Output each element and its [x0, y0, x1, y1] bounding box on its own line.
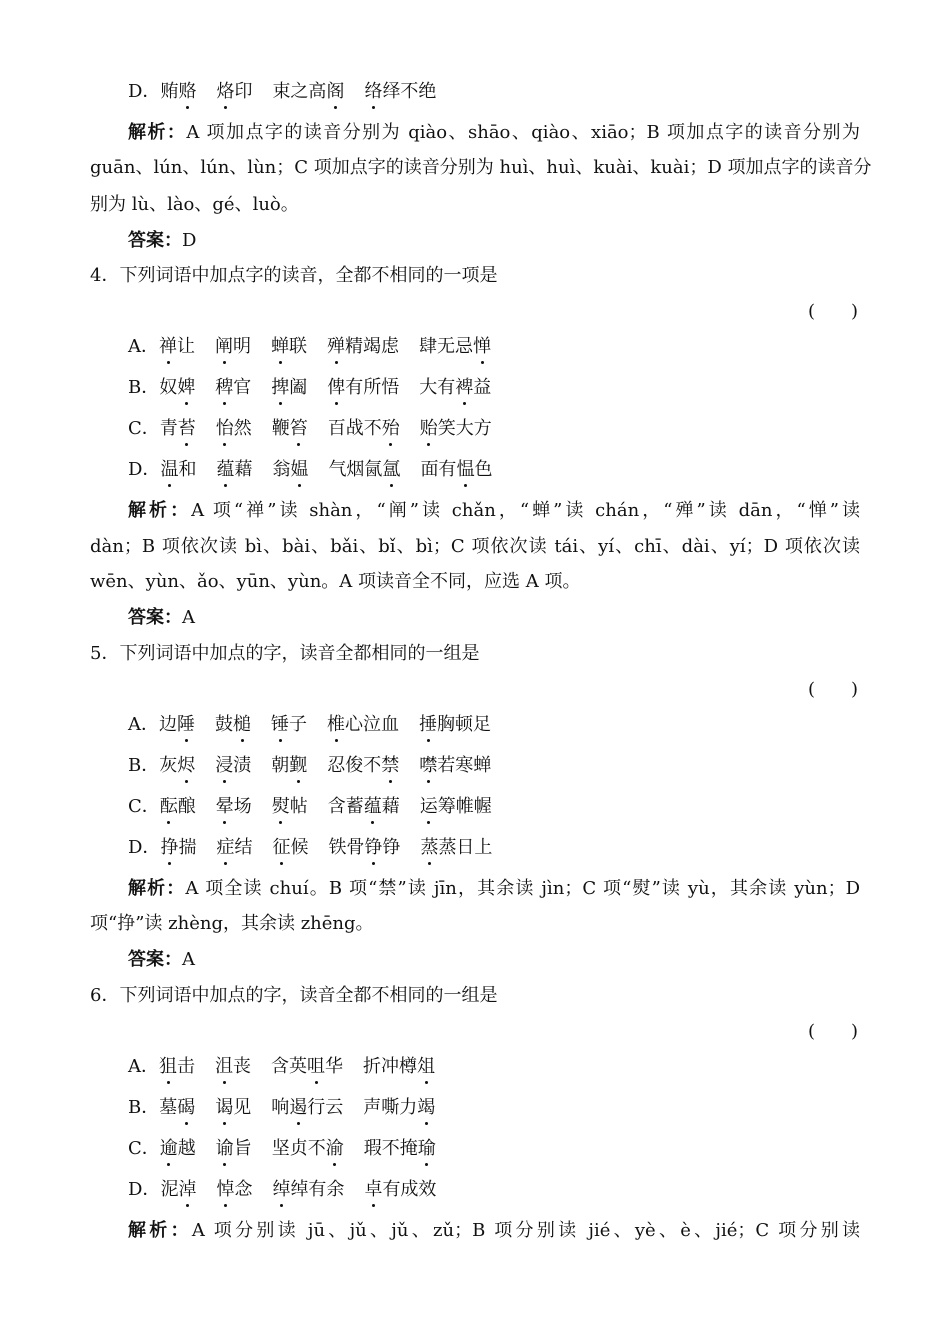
q5-option-d: D．挣揣 症结 征候 铁骨铮铮 蒸蒸日上	[128, 837, 493, 858]
q4-option-d: D．温和 蕴藉 翁媪 气烟氤氲 面有愠色	[128, 459, 493, 480]
q3-answer: 答案：D	[128, 230, 197, 251]
option-word: 贿赂	[160, 81, 197, 102]
q4-option-a: A．禅让 阐明 蝉联 殚精竭虑 肆无忌惮	[128, 336, 491, 357]
q6-option-b: B．墓碣 谒见 响遏行云 声嘶力竭	[128, 1097, 436, 1118]
q5-stem: 5．下列词语中加点的字，读音全都相同的一组是	[90, 643, 480, 664]
q5-option-b: B．灰烬 浸渍 朝觐 忍俊不禁 噤若寒蝉	[128, 755, 492, 776]
q4-option-c: C．青苔 怡然 鞭笞 百战不殆 贻笑大方	[128, 418, 492, 439]
q3-analysis-line-3: 别为 lù、lào、gé、luò。	[90, 194, 299, 215]
q6-option-d: D．泥淖 悼念 绰绰有余 卓有成效	[128, 1179, 437, 1200]
option-word: 束之高阁	[272, 81, 345, 102]
q4-analysis-line-2: dàn；B 项依次读 bì、bài、bǎi、bǐ、bì；C 项依次读 tái、yí、chī、dài、yí；D 项依次读	[90, 536, 860, 557]
q5-option-a: A．边陲 鼓槌 锤子 椎心泣血 捶胸顿足	[128, 714, 491, 735]
q4-answer: 答案：A	[128, 607, 195, 628]
q6-answer-blank: ( )	[808, 1021, 859, 1042]
option-word: 络绎不绝	[364, 81, 437, 102]
q4-answer-blank: ( )	[808, 301, 859, 322]
q5-answer-blank: ( )	[808, 679, 859, 700]
q5-analysis-line-2: 项“挣”读 zhèng，其余读 zhēng。	[90, 913, 374, 934]
q4-option-b: B．奴婢 稗官 捭阖 俾有所悟 大有裨益	[128, 377, 492, 398]
q4-stem: 4．下列词语中加点字的读音，全都不相同的一项是	[90, 265, 498, 286]
q5-option-c: C．酝酿 晕场 熨帖 含蓄蕴藉 运筹帷幄	[128, 796, 492, 817]
q5-answer: 答案：A	[128, 949, 195, 970]
q6-option-a: A．狙击 沮丧 含英咀华 折冲樽俎	[128, 1056, 435, 1077]
q4-analysis-line-1: 解析：A 项“禅”读 shàn，“阐”读 chǎn，“蝉”读 chán，“殚”读 dān，“惮”读	[128, 500, 861, 521]
option-letter: D．	[128, 81, 161, 102]
option-word: 烙印	[216, 81, 253, 102]
q3-option-d	[128, 80, 456, 104]
q3-analysis-line-2: guān、lún、lún、lùn；C 项加点字的读音分别为 huì、huì、kuài、kuài；D 项加点字的读音分	[90, 157, 872, 178]
q6-option-c: C．逾越 谕旨 坚贞不渝 瑕不掩瑜	[128, 1138, 436, 1159]
q6-analysis-line-1: 解析：A 项分别读 jū、jǔ、jǔ、zǔ；B 项分别读 jié、yè、è、jié；C 项分别读	[128, 1220, 860, 1241]
q6-stem: 6．下列词语中加点的字，读音全都不相同的一组是	[90, 985, 498, 1006]
q3-analysis-line-1: 解析：A 项加点字的读音分别为 qiào、shāo、qiào、xiāo；B 项加点字的读音分别为	[128, 122, 860, 143]
q5-analysis-line-1: 解析：A 项全读 chuí。B 项“禁”读 jīn，其余读 jìn；C 项“熨”读 yù，其余读 yùn；D	[128, 878, 861, 899]
q4-analysis-line-3: wēn、yùn、ǎo、yūn、yùn。A 项读音全不同，应选 A 项。	[90, 571, 581, 592]
